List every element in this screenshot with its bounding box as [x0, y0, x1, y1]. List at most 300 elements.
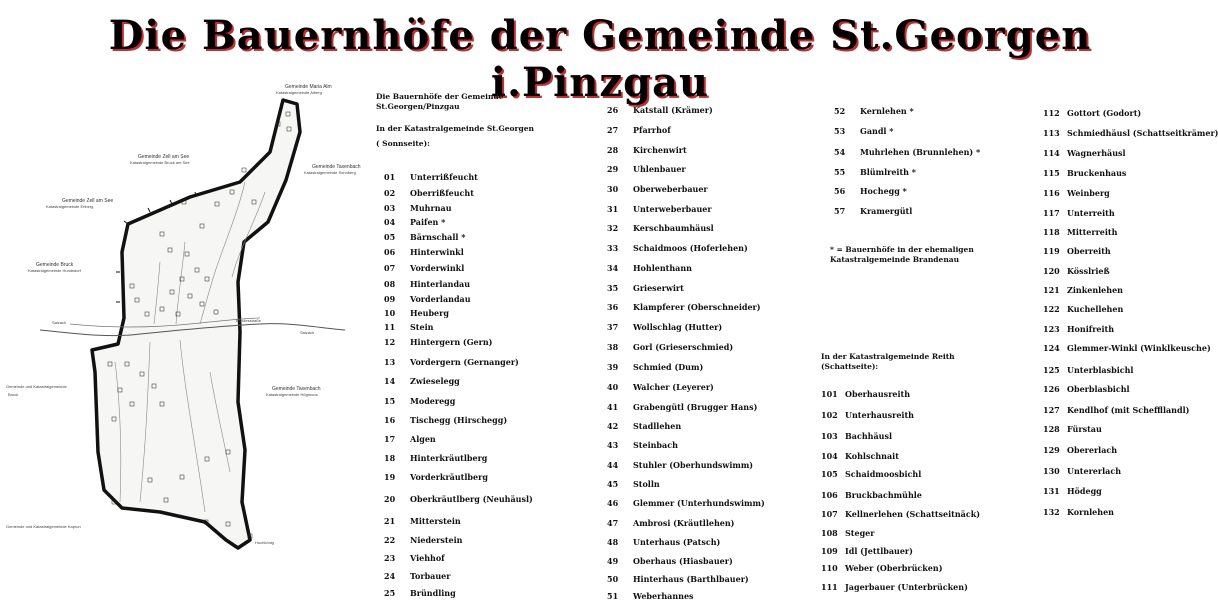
- farm-entry: [384, 472, 488, 482]
- farm-name: Mitterstein: [410, 516, 461, 526]
- intro-kg-heading: [376, 124, 534, 149]
- farm-number: 07: [384, 263, 396, 273]
- farm-entry: [607, 498, 765, 508]
- farm-entry: [821, 509, 980, 519]
- farm-name: Kirchenwirt: [633, 145, 687, 155]
- farm-name: Oberreith: [1067, 246, 1111, 256]
- municipality-map: [0, 72, 370, 612]
- farm-number: 122: [1043, 304, 1060, 314]
- farm-number: 109: [821, 546, 838, 556]
- farm-entry: [607, 537, 720, 547]
- intro-line-1: Die Bauernhöfe der Gemeinde: [376, 92, 504, 101]
- farm-name: Kohlschnait: [845, 451, 899, 461]
- farm-entry: [1043, 507, 1114, 517]
- farm-entry: [384, 337, 492, 347]
- farm-name: Oberrißfeucht: [410, 188, 474, 198]
- farm-number: 116: [1043, 188, 1060, 198]
- farm-number: 53: [834, 126, 846, 136]
- farm-number: 108: [821, 528, 838, 538]
- farm-name: Oberweberbauer: [633, 184, 708, 194]
- farm-entry: [384, 217, 445, 227]
- farm-entry: [821, 389, 910, 399]
- label-zell-w-kg: Katastralgemeinde Erlberg: [46, 204, 94, 209]
- label-kaprun: Gemeinde und Katastralgemeinde Kaprun: [6, 524, 81, 529]
- farm-number: 06: [384, 247, 396, 257]
- farm-entry: [607, 440, 678, 450]
- farm-number: 102: [821, 410, 838, 420]
- farm-name: Zinkenlehen: [1067, 285, 1123, 295]
- farm-entry: [821, 528, 874, 538]
- farm-name: Fürstau: [1067, 424, 1102, 434]
- farm-number: 28: [607, 145, 619, 155]
- farm-name: Vorderkräutlberg: [410, 472, 488, 482]
- farm-number: 57: [834, 206, 846, 216]
- farm-entry: [821, 563, 943, 573]
- label-taxenbach-ne-kg: Katastralgemeinde Sonnberg: [304, 170, 356, 175]
- farm-number: 110: [821, 563, 838, 573]
- farm-number: 131: [1043, 486, 1060, 496]
- farm-entry: [1043, 466, 1121, 476]
- farm-entry: [834, 106, 914, 116]
- farm-entry: [607, 164, 686, 174]
- farm-name: Kerschbaumhäusl: [633, 223, 714, 233]
- farm-entry: [1043, 365, 1133, 375]
- farm-number: 39: [607, 362, 619, 372]
- farm-number: 12: [384, 337, 396, 347]
- farm-number: 02: [384, 188, 396, 198]
- farm-number: 16: [384, 415, 396, 425]
- farm-number: 55: [834, 167, 846, 177]
- farm-entry: [384, 553, 445, 563]
- farm-number: 125: [1043, 365, 1060, 375]
- farm-number: 52: [834, 106, 846, 116]
- farm-entry: [607, 125, 671, 135]
- farm-number: 27: [607, 125, 619, 135]
- farm-number: 43: [607, 440, 619, 450]
- brandenau-note: [830, 245, 974, 265]
- farm-number: 13: [384, 357, 396, 367]
- farm-name: Stuhler (Oberhundswimm): [633, 460, 754, 470]
- label-salzach-w: Salzach: [52, 320, 67, 325]
- farm-entry: [821, 546, 913, 556]
- farm-name: Hinterkräutlberg: [410, 453, 488, 463]
- farm-entry: [1043, 168, 1126, 178]
- farm-entry: [384, 322, 433, 332]
- farm-entry: [607, 342, 733, 352]
- farm-number: 128: [1043, 424, 1060, 434]
- farm-number: 45: [607, 479, 619, 489]
- farm-entry: [1043, 424, 1102, 434]
- farm-name: Hinterwinkl: [410, 247, 464, 257]
- farm-number: 35: [607, 283, 619, 293]
- farm-entry: [821, 469, 921, 479]
- farm-name: Honifreith: [1067, 324, 1115, 334]
- farm-number: 32: [607, 223, 619, 233]
- farm-number: 114: [1043, 148, 1060, 158]
- farm-name: Vorderlandau: [410, 294, 471, 304]
- farm-name: Moderegg: [410, 396, 456, 406]
- farm-name: Stolln: [633, 479, 660, 489]
- farm-entry: [384, 172, 478, 182]
- farm-number: 18: [384, 453, 396, 463]
- farm-entry: [607, 382, 714, 392]
- label-bruck-sw: Gemeinde und Katastralgemeinde: [6, 384, 67, 389]
- farm-name: Oberhaus (Hiasbauer): [633, 556, 733, 566]
- farm-name: Hohlenthann: [633, 263, 692, 273]
- farm-name: Idl (Jettlbauer): [845, 546, 913, 556]
- farm-entry: [384, 376, 460, 386]
- farm-number: 106: [821, 490, 838, 500]
- farm-name: Schmied (Dum): [633, 362, 704, 372]
- farm-entry: [834, 147, 980, 157]
- farm-number: 10: [384, 308, 396, 318]
- farm-name: Weberhannes: [633, 591, 694, 601]
- label-bruck-nw: Gemeinde Bruck: [36, 262, 74, 268]
- farm-entry: [1043, 108, 1141, 118]
- farm-number: 51: [607, 591, 619, 601]
- farm-number: 03: [384, 203, 396, 213]
- farm-entry: [607, 362, 703, 372]
- farm-entry: [384, 279, 470, 289]
- farm-number: 08: [384, 279, 396, 289]
- farm-number: 46: [607, 498, 619, 508]
- farm-number: 31: [607, 204, 619, 214]
- farm-entry: [384, 247, 464, 257]
- farm-entry: [1043, 227, 1117, 237]
- farm-number: 24: [384, 571, 396, 581]
- farm-entry: [607, 302, 761, 312]
- farm-name: Paifen *: [410, 217, 446, 227]
- farm-entry: [384, 453, 487, 463]
- farm-name: Mitterreith: [1067, 227, 1118, 237]
- farm-number: 33: [607, 243, 619, 253]
- farm-entry: [821, 490, 922, 500]
- farm-entry: [607, 105, 713, 115]
- farm-number: 132: [1043, 507, 1060, 517]
- farm-number: 124: [1043, 343, 1060, 353]
- farm-entry: [1043, 208, 1115, 218]
- farm-number: 107: [821, 509, 838, 519]
- farm-name: Oberkräutlberg (Neuhäusl): [410, 494, 533, 504]
- farm-name: Weber (Oberbrücken): [845, 563, 943, 573]
- farm-entry: [384, 308, 449, 318]
- farm-name: Muhrnau: [410, 203, 452, 213]
- farm-entry: [384, 434, 436, 444]
- farm-entry: [607, 243, 748, 253]
- farm-number: 50: [607, 574, 619, 584]
- page-title: Die Bauernhöfe der Gemeinde St.Georgen i.Pinzgau: [108, 12, 1092, 106]
- farm-entry: [1043, 445, 1117, 455]
- farm-entry: [607, 402, 757, 412]
- farm-number: 20: [384, 494, 396, 504]
- farm-name: Klampferer (Oberschneider): [633, 302, 761, 312]
- label-zell-bm: Gemeinde Zell am See: [138, 154, 190, 160]
- farm-entry: [1043, 128, 1218, 138]
- farm-number: 34: [607, 263, 619, 273]
- farm-name: Wollschlag (Hutter): [633, 322, 723, 332]
- farm-entry: [384, 188, 474, 198]
- farm-name: Gorl (Grieserschmied): [633, 342, 734, 352]
- farm-entry: [607, 479, 660, 489]
- farm-entry: [607, 322, 722, 332]
- farm-number: 119: [1043, 246, 1060, 256]
- farm-entry: [834, 167, 916, 177]
- farm-name: Grieserwirt: [633, 283, 684, 293]
- farm-name: Kösslrieß: [1067, 266, 1110, 276]
- farm-name: Gottort (Godort): [1067, 108, 1142, 118]
- farm-entry: [821, 410, 914, 420]
- farm-entry: [834, 206, 912, 216]
- label-bruck-sw-kg: Bruck: [8, 392, 19, 397]
- farm-name: Viehhof: [410, 553, 445, 563]
- farm-name: Vorderwinkl: [410, 263, 465, 273]
- farm-number: 21: [384, 516, 396, 526]
- farm-entry: [607, 556, 733, 566]
- farm-number: 113: [1043, 128, 1060, 138]
- farm-number: 11: [384, 322, 396, 332]
- farm-name: Hödegg: [1067, 486, 1102, 496]
- farm-number: 44: [607, 460, 619, 470]
- farm-name: Schaidmoosbichl: [845, 469, 922, 479]
- farm-name: Zwieselegg: [410, 376, 460, 386]
- farm-name: Uhlenbauer: [633, 164, 686, 174]
- farm-entry: [607, 145, 687, 155]
- farm-entry: [384, 357, 519, 367]
- farm-number: 47: [607, 518, 619, 528]
- farm-name: Heuberg: [410, 308, 449, 318]
- label-taxenbach-ne: Gemeinde Taxenbach: [312, 164, 361, 170]
- farm-entry: [607, 283, 684, 293]
- farm-name: Unterrißfeucht: [410, 172, 478, 182]
- farm-entry: [607, 184, 708, 194]
- farm-number: 111: [821, 582, 838, 592]
- farm-name: Oberblasbichl: [1067, 384, 1130, 394]
- farm-number: 42: [607, 421, 619, 431]
- farm-number: 41: [607, 402, 619, 412]
- farm-entry: [1043, 285, 1123, 295]
- farm-name: Torbauer: [410, 571, 451, 581]
- farm-entry: [607, 204, 712, 214]
- farm-number: 121: [1043, 285, 1060, 295]
- farm-name: Stadllehen: [633, 421, 682, 431]
- farm-name: Schmiedhäusl (Schattseitkrämer): [1067, 128, 1218, 138]
- farm-name: Kellnerlehen (Schattseitnäck): [845, 509, 981, 519]
- farm-entry: [1043, 188, 1110, 198]
- farm-name: Muhrlehen (Brunnlehen) *: [860, 147, 981, 157]
- farm-number: 09: [384, 294, 396, 304]
- farm-name: Pfarrhof: [633, 125, 671, 135]
- farm-name: Unterblasbichl: [1067, 365, 1134, 375]
- label-bundesstrasse: Bundesstraße: [236, 318, 261, 323]
- note-line-2: Katastralgemeinde Brandenau: [830, 255, 960, 264]
- farm-entry: [1043, 486, 1102, 496]
- farm-number: 54: [834, 147, 846, 157]
- farm-entry: [1043, 266, 1110, 276]
- farm-number: 29: [607, 164, 619, 174]
- farm-name: Jagerbauer (Unterbrücken): [845, 582, 968, 592]
- intro-line-4: ( Sonnseite):: [376, 139, 430, 148]
- farm-number: 15: [384, 396, 396, 406]
- farm-number: 25: [384, 588, 396, 598]
- farm-name: Ambrosi (Kräutllehen): [633, 518, 735, 528]
- label-hochkoenig: Hochkönig: [255, 540, 274, 545]
- farm-name: Weinberg: [1067, 188, 1110, 198]
- farm-entry: [384, 494, 533, 504]
- farm-number: 117: [1043, 208, 1060, 218]
- farm-entry: [607, 518, 734, 528]
- farm-entry: [607, 460, 753, 470]
- farm-number: 26: [607, 105, 619, 115]
- farm-entry: [607, 223, 714, 233]
- farm-name: Stein: [410, 322, 434, 332]
- farm-name: Niederstein: [410, 535, 463, 545]
- farm-entry: [384, 396, 455, 406]
- farm-name: Unterhausreith: [845, 410, 914, 420]
- farm-number: 123: [1043, 324, 1060, 334]
- farm-number: 17: [384, 434, 396, 444]
- farm-name: Hinterhaus (Barthlbauer): [633, 574, 749, 584]
- farm-name: Steinbach: [633, 440, 678, 450]
- farm-number: 23: [384, 553, 396, 563]
- farm-name: Gandl *: [860, 126, 894, 136]
- farm-number: 37: [607, 322, 619, 332]
- farm-name: Katstall (Krämer): [633, 105, 713, 115]
- farm-entry: [607, 421, 681, 431]
- farm-entry: [834, 186, 907, 196]
- intro-line-3: In der Katastralgemeinde St.Georgen: [376, 124, 534, 133]
- farm-entry: [384, 516, 461, 526]
- farm-entry: [1043, 405, 1189, 415]
- farm-number: 04: [384, 217, 396, 227]
- farm-name: Steger: [845, 528, 875, 538]
- farm-number: 14: [384, 376, 396, 386]
- farm-number: 22: [384, 535, 396, 545]
- farm-entry: [607, 574, 749, 584]
- farm-name: Blümlreith *: [860, 167, 916, 177]
- farm-name: Hintergern (Gern): [410, 337, 493, 347]
- farm-number: 115: [1043, 168, 1060, 178]
- farm-number: 104: [821, 451, 838, 461]
- farm-name: Unterreith: [1067, 208, 1115, 218]
- farm-name: Bachhäusl: [845, 431, 892, 441]
- farm-name: Hinterlandau: [410, 279, 471, 289]
- farm-name: Bärnschall *: [410, 232, 466, 242]
- farm-entry: [821, 431, 892, 441]
- farm-entry: [1043, 343, 1211, 353]
- farm-entry: [1043, 246, 1111, 256]
- farm-name: Bründling: [410, 588, 456, 598]
- farm-entry: [384, 203, 452, 213]
- label-taxenbach-se-kg: Katastralgemeinde Högmoos: [266, 392, 318, 397]
- farm-name: Wagnerhäusl: [1067, 148, 1126, 158]
- farm-entry: [834, 126, 893, 136]
- farm-name: Bruckbachmühle: [845, 490, 922, 500]
- label-zell-w: Gemeinde Zell am See: [62, 198, 114, 204]
- reith-heading: [821, 352, 955, 372]
- farm-number: 129: [1043, 445, 1060, 455]
- farm-name: Glemmer (Unterhundswimm): [633, 498, 765, 508]
- farm-number: 101: [821, 389, 838, 399]
- label-maria-alm-kg: Katastralgemeinde Alberg: [276, 90, 322, 95]
- farm-name: Vordergern (Gernanger): [410, 357, 519, 367]
- farm-entry: [607, 263, 692, 273]
- farm-entry: [384, 535, 462, 545]
- farm-number: 48: [607, 537, 619, 547]
- farm-name: Unterhaus (Patsch): [633, 537, 721, 547]
- farm-number: 01: [384, 172, 396, 182]
- farm-entry: [821, 451, 899, 461]
- farm-number: 118: [1043, 227, 1060, 237]
- farm-entry: [1043, 384, 1130, 394]
- reith-line-1: In der Katastralgemeinde Reith: [821, 352, 955, 361]
- farm-entry: [821, 582, 968, 592]
- farm-name: Glemmer-Winkl (Winklkeusche): [1067, 343, 1211, 353]
- intro-line-2: St.Georgen/Pinzgau: [376, 102, 460, 111]
- farm-entry: [384, 294, 471, 304]
- label-maria-alm: Gemeinde Maria Alm: [285, 84, 332, 90]
- farm-name: Algen: [410, 434, 436, 444]
- farm-name: Kornlehen: [1067, 507, 1114, 517]
- farm-number: 120: [1043, 266, 1060, 276]
- farm-entry: [384, 415, 507, 425]
- farm-entry: [1043, 148, 1126, 158]
- label-salzach-e: Salzach: [300, 330, 315, 335]
- label-zell-bm-kg: Katastralgemeinde Bruck am See: [130, 160, 190, 165]
- farm-number: 126: [1043, 384, 1060, 394]
- farm-name: Untererlach: [1067, 466, 1122, 476]
- note-line-1: * = Bauernhöfe in der ehemaligen: [830, 245, 974, 254]
- farm-name: Bruckenhaus: [1067, 168, 1127, 178]
- farm-entry: [607, 591, 694, 601]
- farm-name: Kuchellehen: [1067, 304, 1124, 314]
- farm-number: 112: [1043, 108, 1060, 118]
- farm-entry: [384, 263, 464, 273]
- farm-number: 105: [821, 469, 838, 479]
- farm-entry: [1043, 304, 1123, 314]
- farm-number: 30: [607, 184, 619, 194]
- farm-name: Kramergütl: [860, 206, 913, 216]
- farm-name: Schaidmoos (Hoferlehen): [633, 243, 748, 253]
- farm-number: 49: [607, 556, 619, 566]
- farm-number: 127: [1043, 405, 1060, 415]
- farm-number: 56: [834, 186, 846, 196]
- farm-number: 103: [821, 431, 838, 441]
- farm-name: Unterweberbauer: [633, 204, 712, 214]
- farm-entry: [384, 232, 465, 242]
- farm-name: Kernlehen *: [860, 106, 914, 116]
- farm-name: Oberhausreith: [845, 389, 911, 399]
- intro-heading: [376, 92, 503, 112]
- farm-number: 19: [384, 472, 396, 482]
- farm-name: Tischegg (Hirschegg): [410, 415, 508, 425]
- farm-name: Obererlach: [1067, 445, 1118, 455]
- farm-number: 36: [607, 302, 619, 312]
- label-taxenbach-se: Gemeinde Taxenbach: [272, 386, 321, 392]
- farm-name: Walcher (Leyerer): [633, 382, 714, 392]
- farm-number: 130: [1043, 466, 1060, 476]
- farm-entry: [384, 571, 450, 581]
- reith-line-2: (Schattseite):: [821, 362, 879, 371]
- farm-number: 40: [607, 382, 619, 392]
- farm-entry: [384, 588, 456, 598]
- farm-name: Kendlhof (mit Scheffllandl): [1067, 405, 1190, 415]
- farm-name: Grabengütl (Brugger Hans): [633, 402, 758, 412]
- label-bruck-nw-kg: Katastralgemeinde Hundsdorf: [28, 268, 81, 273]
- farm-entry: [1043, 324, 1114, 334]
- farm-number: 38: [607, 342, 619, 352]
- farm-name: Hochegg *: [860, 186, 907, 196]
- farm-number: 05: [384, 232, 396, 242]
